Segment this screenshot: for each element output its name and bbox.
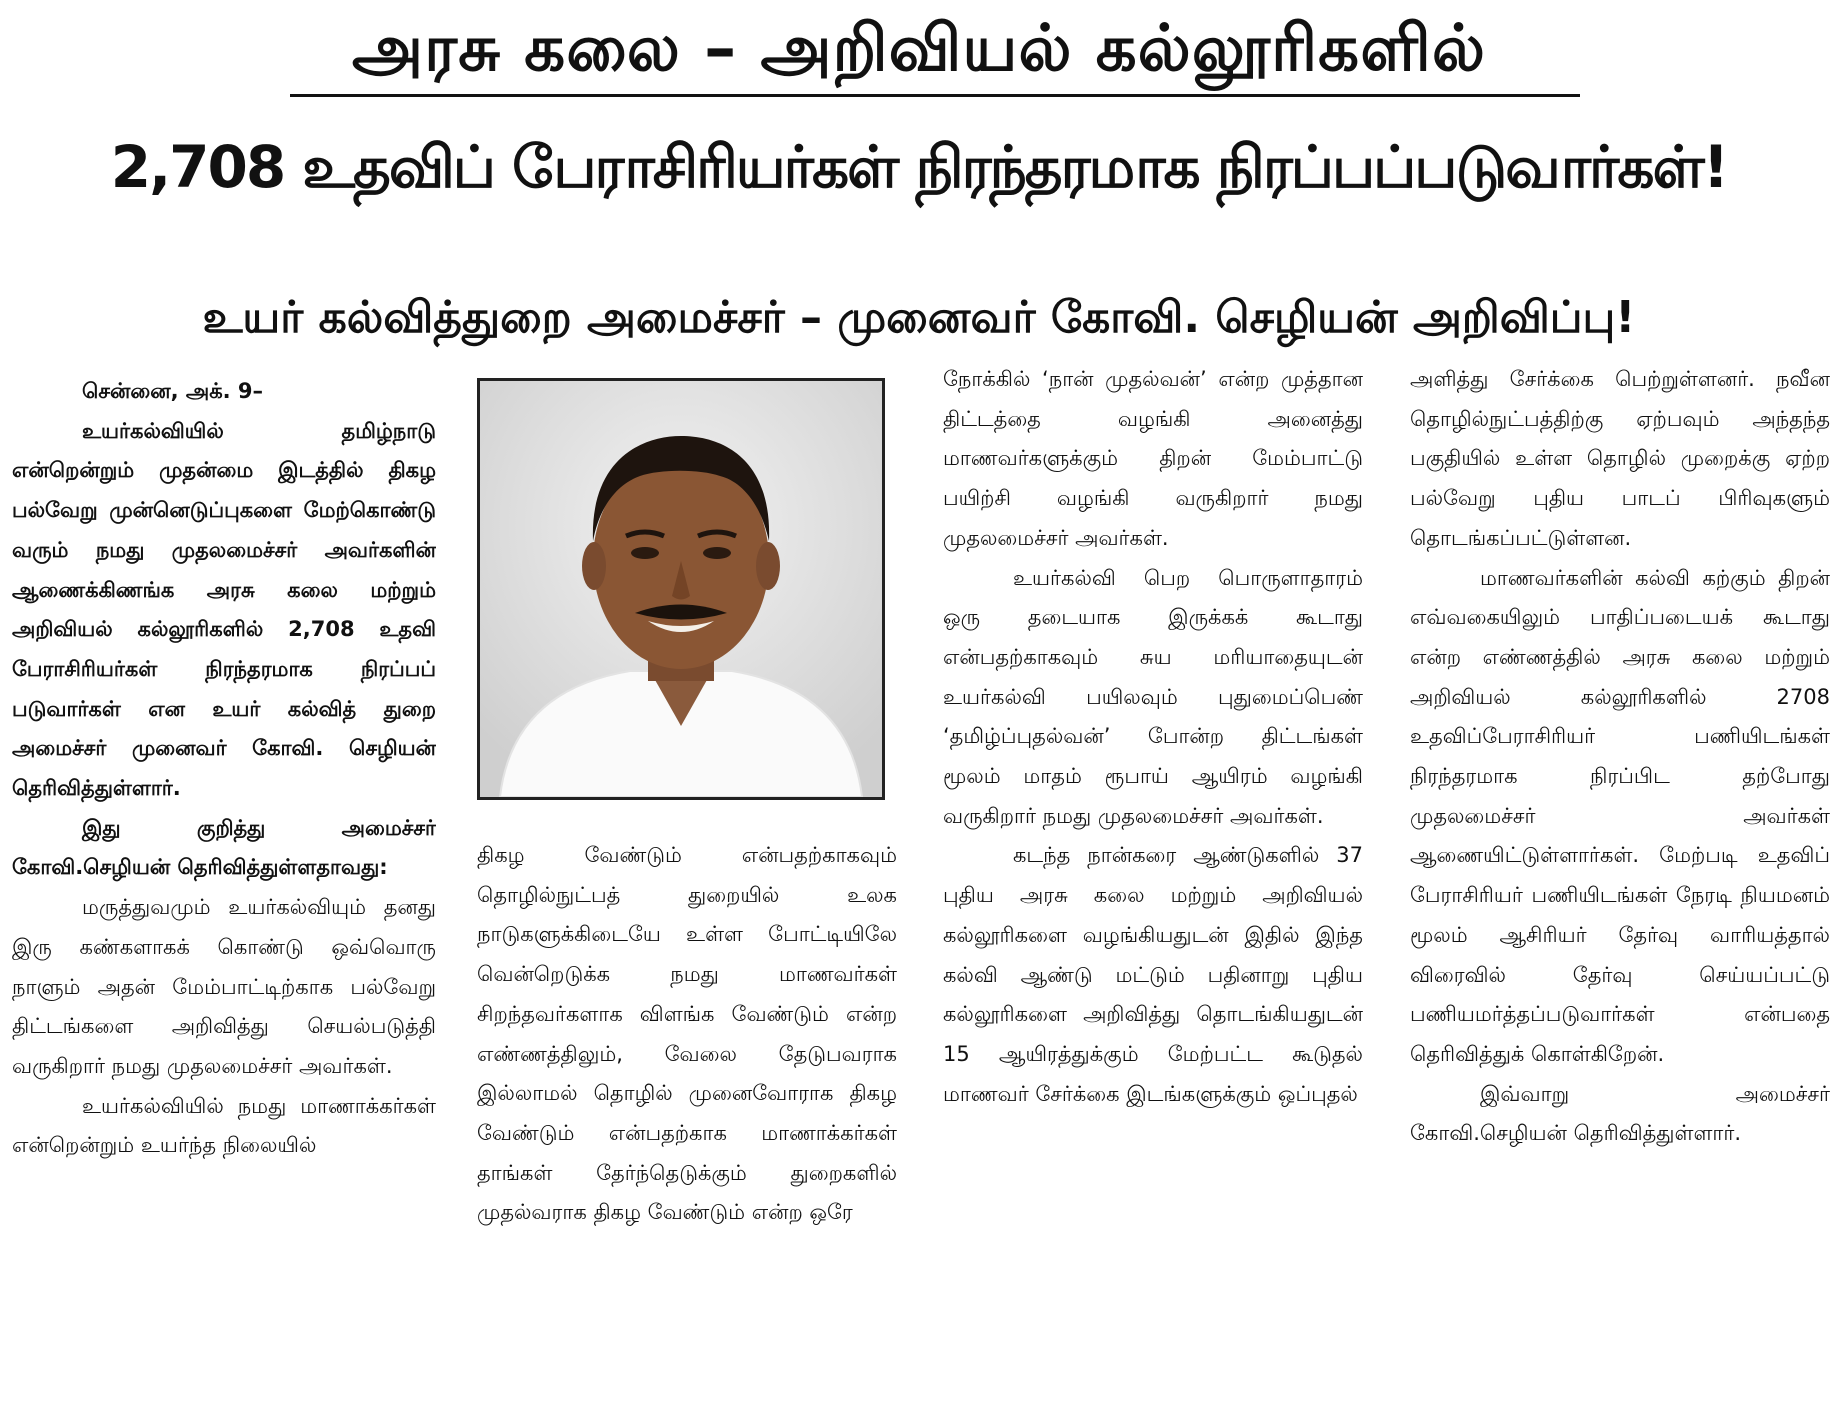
paragraph: நோக்கில் ‘நான் முதல்வன்’ என்ற முத்தான திட்டத்தை வழங்கி அனைத்து மாணவர்களுக்கும் திறன் மேம்பாட்டு பயிற்சி வழங்கி வருகிறார் நமது முதலமைச்சர் அவர்கள்.	[943, 367, 1363, 550]
dateline: சென்னை, அக். 9–	[82, 379, 264, 403]
sub-headline: உயர் கல்வித்துறை அமைச்சர் – முனைவர் கோவி. செழியன் அறிவிப்பு!	[202, 292, 1636, 343]
kicker-headline: அரசு கலை – அறிவியல் கல்லூரிகளில்	[352, 12, 1486, 86]
paragraph: உயர்கல்வியில் தமிழ்நாடு என்றென்றும் முதன்மை இடத்தில் திகழ பல்வேறு முன்னெடுப்புகளை மேற்கொண்டு வரும் நமது முதலமைச்சர் அவர்களின் ஆணைக்கிணங்க அரசு கலை மற்றும் அறிவியல் கல்லூரிகளில் 2,708 உதவி பேராசிரியர்கள் நிரந்தரமாக நிரப்பப் படுவார்கள் என உயர் கல்வித் துறை அமைச்சர் முனைவர் கோவி. செழியன் தெரிவித்துள்ளார்.	[12, 418, 436, 801]
paragraph: திகழ வேண்டும் என்பதற்காகவும் தொழில்நுட்பத் துறையில் உலக நாடுகளுக்கிடையே உள்ள போட்டியிலே வென்றெடுக்க நமது மாணவர்கள் சிறந்தவர்களாக விளங்க வேண்டும் என்ற எண்ணத்திலும், வேலை தேடுபவராக இல்லாமல் தொழில் முனைவோராக திகழ வேண்டும் என்பதற்காக மாணாக்கர்கள் தாங்கள் தேர்ந்தெடுக்கும் துறைகளில் முதல்வராக திகழ வேண்டும் என்ற ஒரே	[477, 843, 897, 1225]
paragraph: உயர்கல்வியில் நமது மாணாக்கர்கள் என்றென்றும் உயர்ந்த நிலையில்	[12, 1093, 436, 1158]
portrait-image	[480, 381, 882, 797]
minister-photo	[477, 378, 885, 800]
paragraph: மாணவர்களின் கல்வி கற்கும் திறன் எவ்வகையிலும் பாதிப்படையக் கூடாது என்ற எண்ணத்தில் அரசு கலை மற்றும் அறிவியல் கல்லூரிகளில் 2708 உதவிப்பேராசிரியர் பணியிடங்கள் நிரந்தரமாக நிரப்பிட தற்போது முதலமைச்சர் அவர்கள் ஆணையிட்டுள்ளார்கள். மேற்படி உதவிப் பேராசிரியர் பணியிடங்கள் நேரடி நியமனம் மூலம் ஆசிரியர் தேர்வு வாரியத்தால் விரைவில் தேர்வு செய்யப்பட்டு பணியமர்த்தப்படுவார்கள் என்பதை தெரிவித்துக் கொள்கிறேன்.	[1410, 565, 1830, 1066]
paragraph: உயர்கல்வி பெற பொருளாதாரம் ஒரு தடையாக இருக்கக் கூடாது என்பதற்காகவும் சுய மரியாதையுடன் உயர்கல்வி பயிலவும் புதுமைப்பெண் ‘தமிழ்ப்புதல்வன்’ போன்ற திட்டங்கள் மூலம் மாதம் ரூபாய் ஆயிரம் வழங்கி வருகிறார் நமது முதலமைச்சர் அவர்கள்.	[943, 565, 1363, 828]
article-column-4	[1410, 360, 1830, 1418]
article-column-1	[12, 372, 436, 1418]
paragraph: மருத்துவமும் உயர்கல்வியும் தனது இரு கண்களாகக் கொண்டு ஒவ்வொரு நாளும் அதன் மேம்பாட்டிற்காக பல்வேறு திட்டங்களை அறிவித்து செயல்படுத்தி வருகிறார் நமது முதலமைச்சர் அவர்கள்.	[12, 895, 436, 1078]
paragraph: இது குறித்து அமைச்சர் கோவி.செழியன் தெரிவித்துள்ளதாவது:	[12, 815, 436, 880]
main-headline: 2,708 உதவிப் பேராசிரியர்கள் நிரந்தரமாக நிரப்பப்படுவார்கள்!	[110, 133, 1728, 201]
article-column-2	[477, 836, 897, 1418]
headline-rule	[290, 94, 1580, 97]
paragraph: கடந்த நான்கரை ஆண்டுகளில் 37 புதிய அரசு கலை மற்றும் அறிவியல் கல்லூரிகளை வழங்கியதுடன் இதில் இந்த கல்வி ஆண்டு மட்டும் பதினாறு புதிய கல்லூரிகளை அறிவித்து தொடங்கியதுடன் 15 ஆயிரத்துக்கும் மேற்பட்ட கூடுதல் மாணவர் சேர்க்கை இடங்களுக்கும் ஒப்புதல்	[943, 843, 1363, 1106]
article-column-3	[943, 360, 1363, 1418]
paragraph: இவ்வாறு அமைச்சர் கோவி.செழியன் தெரிவித்துள்ளார்.	[1410, 1081, 1830, 1146]
paragraph: அளித்து சேர்க்கை பெற்றுள்ளனர். நவீன தொழில்நுட்பத்திற்கு ஏற்பவும் அந்தந்த பகுதியில் உள்ள தொழில் முறைக்கு ஏற்ற பல்வேறு புதிய பாடப் பிரிவுகளும் தொடங்கப்பட்டுள்ளன.	[1410, 367, 1830, 550]
